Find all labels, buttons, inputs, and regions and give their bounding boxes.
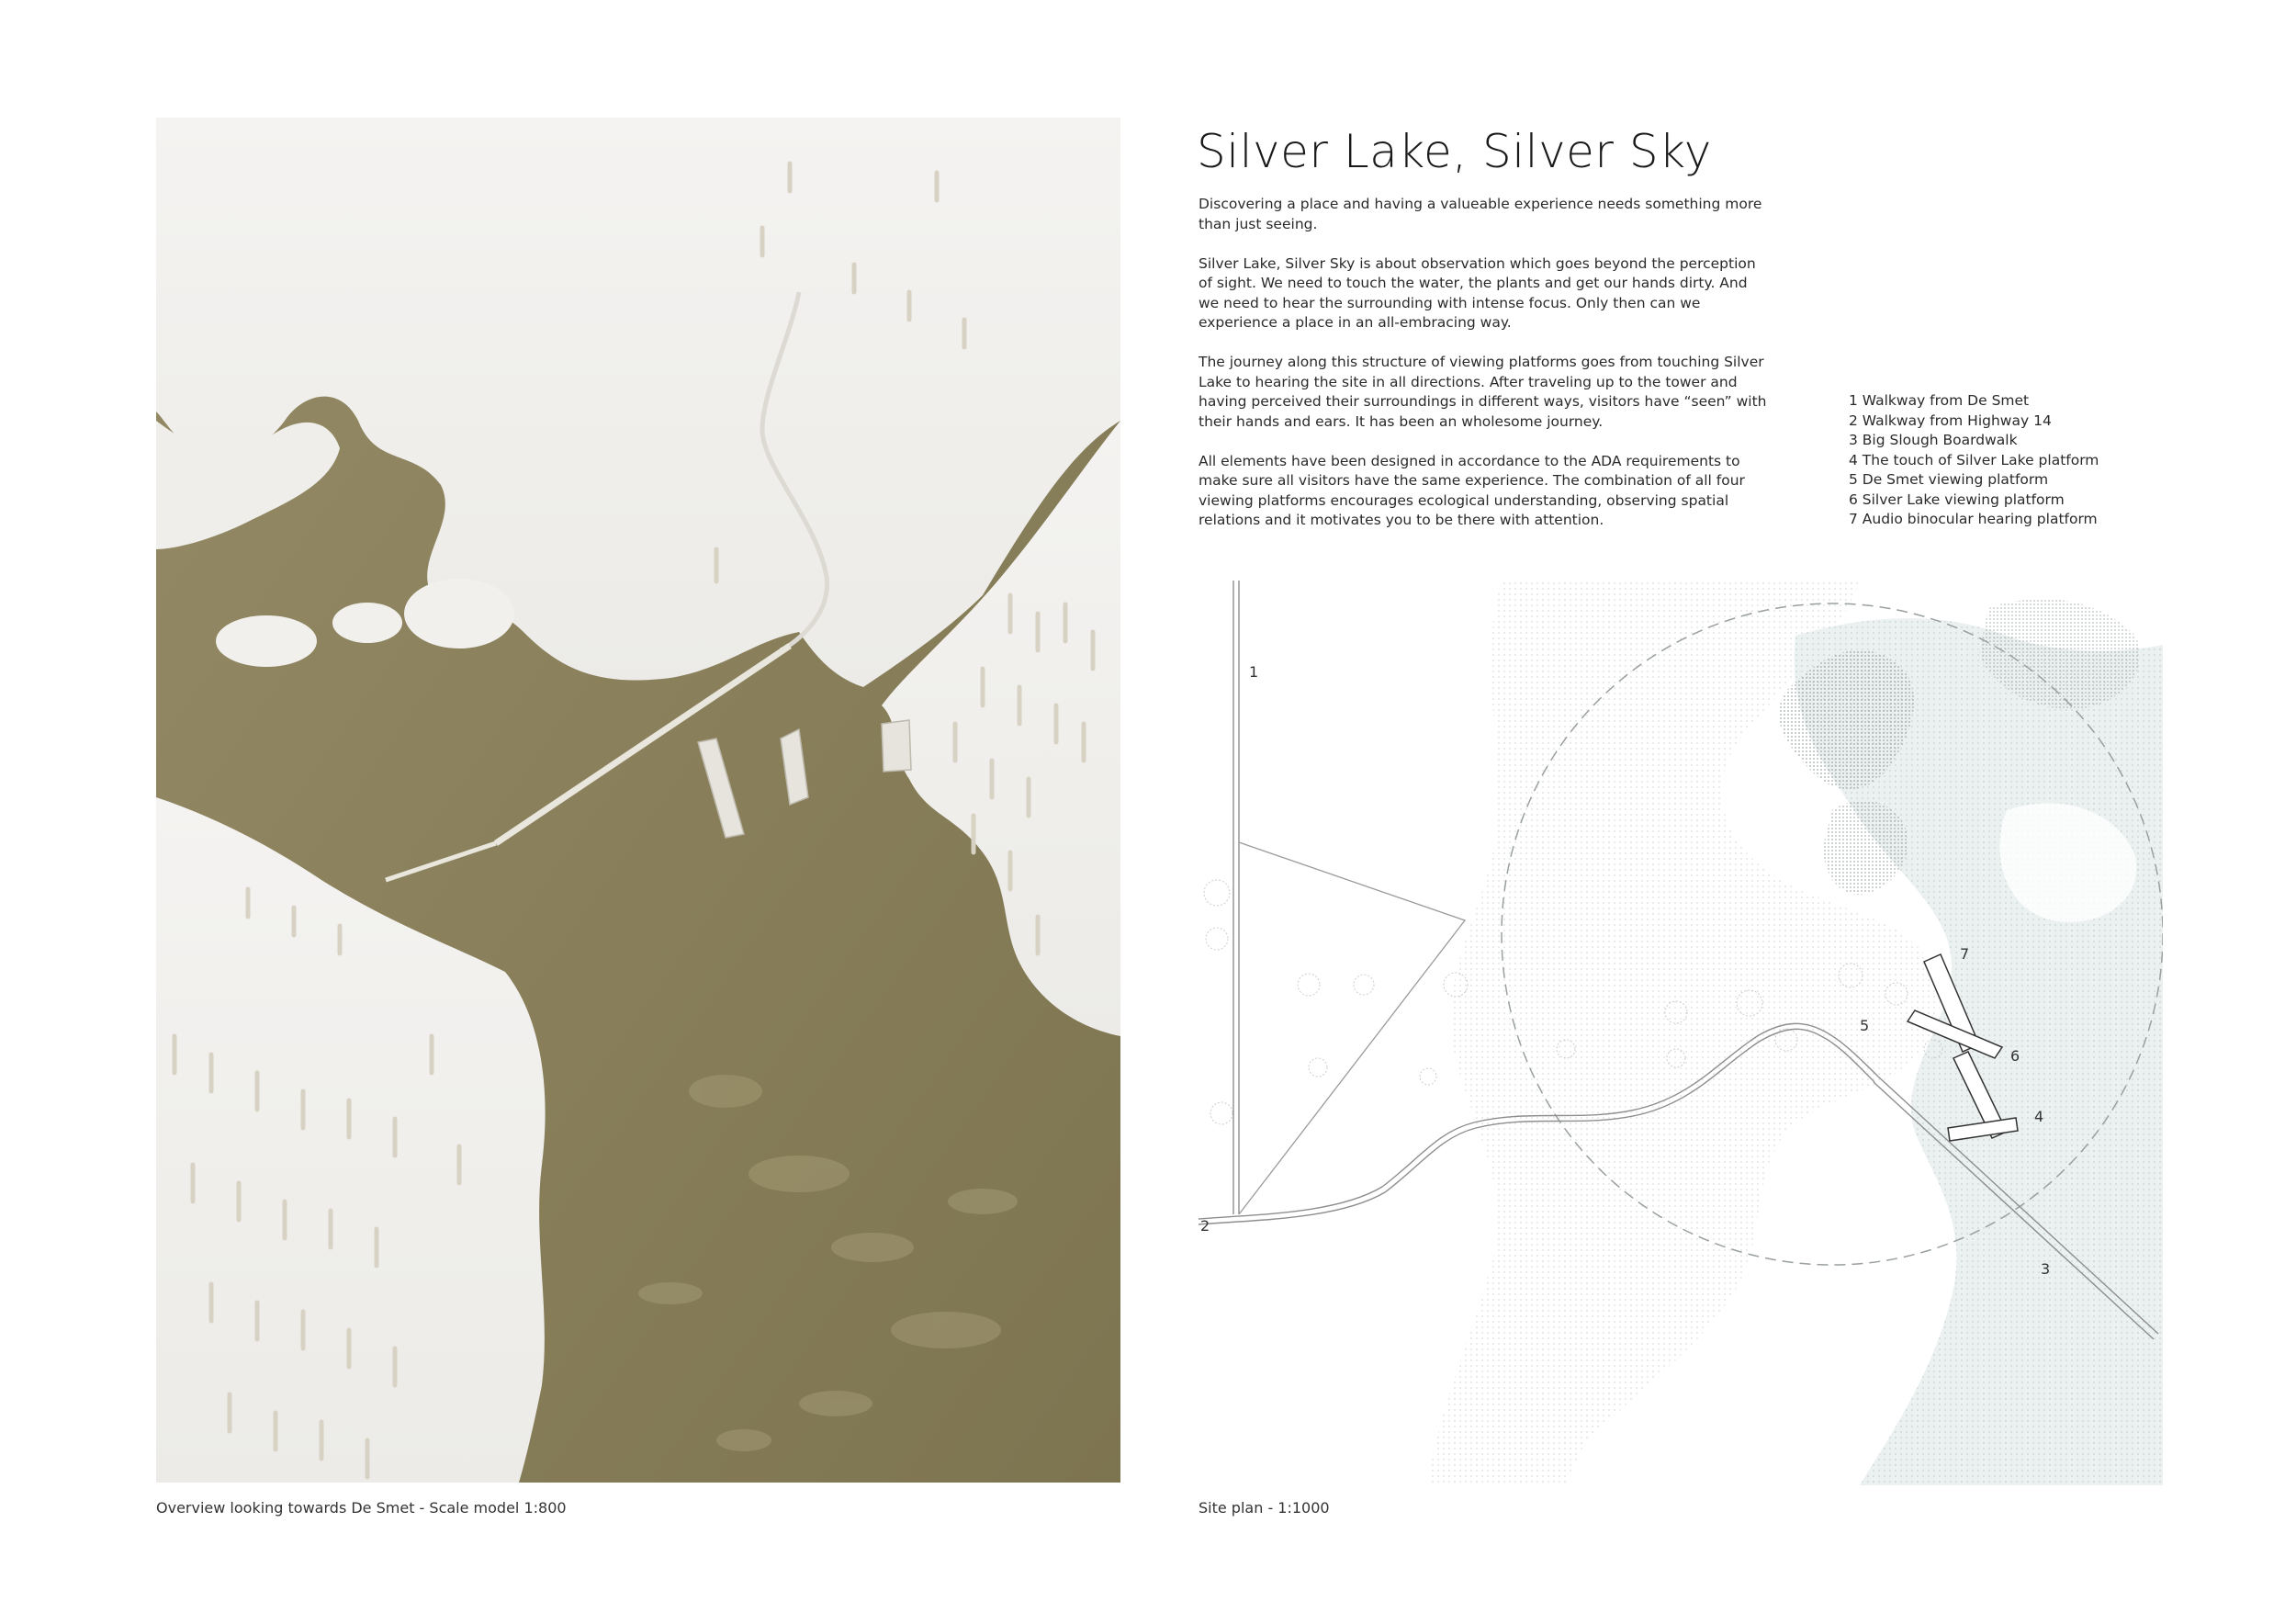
plan-label-4: 4 <box>2034 1108 2044 1125</box>
paragraph: Silver Lake, Silver Sky is about observation which goes beyond the perception of sight. We need to touch the water, the plants and get our hands dirty. And we need to hear the surrounding with intense focus. Only then can we experience a place in an all-embracing way. <box>1199 254 1756 331</box>
site-plan-drawing <box>1199 581 2163 1485</box>
paragraph: Discovering a place and having a valueable experience needs something more than just seeing. <box>1199 196 1762 232</box>
scale-model-image <box>156 118 1120 1483</box>
photo-caption: Overview looking towards De Smet - Scale model 1:800 <box>156 1499 567 1517</box>
legend-item: 4 The touch of Silver Lake platform <box>1849 451 2099 468</box>
legend-item: 3 Big Slough Boardwalk <box>1849 432 2018 448</box>
plan-label-2: 2 <box>1200 1217 1210 1235</box>
plan-label-5: 5 <box>1860 1017 1870 1034</box>
paragraph: The journey along this structure of viewing platforms goes from touching Silver Lake to hearing the site in all directions. After traveling up to the tower and having perceived their surroundings in different ways, visitors have “seen” with their hands and ears. It has been an wholesome journey. <box>1199 354 1767 430</box>
plan-label-1: 1 <box>1249 663 1259 681</box>
plan-label-7: 7 <box>1960 945 1970 963</box>
scale-model-photo <box>156 118 1120 1483</box>
plan-label-6: 6 <box>2010 1047 2020 1065</box>
description-text <box>1199 195 1768 550</box>
plan-caption: Site plan - 1:1000 <box>1199 1499 1330 1517</box>
paragraph: All elements have been designed in accordance to the ADA requirements to make sure all visitors have the same experience. The combination of all four viewing platforms encourages ecological understanding, observing spatial relations and it motivates you to be there with attention. <box>1199 452 1745 528</box>
legend-item: 6 Silver Lake viewing platform <box>1849 491 2065 508</box>
page-title: Silver Lake, Silver Sky <box>1197 125 1712 178</box>
legend-item: 1 Walkway from De Smet <box>1849 392 2030 409</box>
site-plan <box>1199 581 2163 1485</box>
legend-item: 2 Walkway from Highway 14 <box>1849 412 2052 429</box>
legend-item: 7 Audio binocular hearing platform <box>1849 511 2098 527</box>
legend-item: 5 De Smet viewing platform <box>1849 471 2049 488</box>
plan-label-3: 3 <box>2041 1260 2051 1278</box>
plan-legend <box>1849 391 2161 530</box>
